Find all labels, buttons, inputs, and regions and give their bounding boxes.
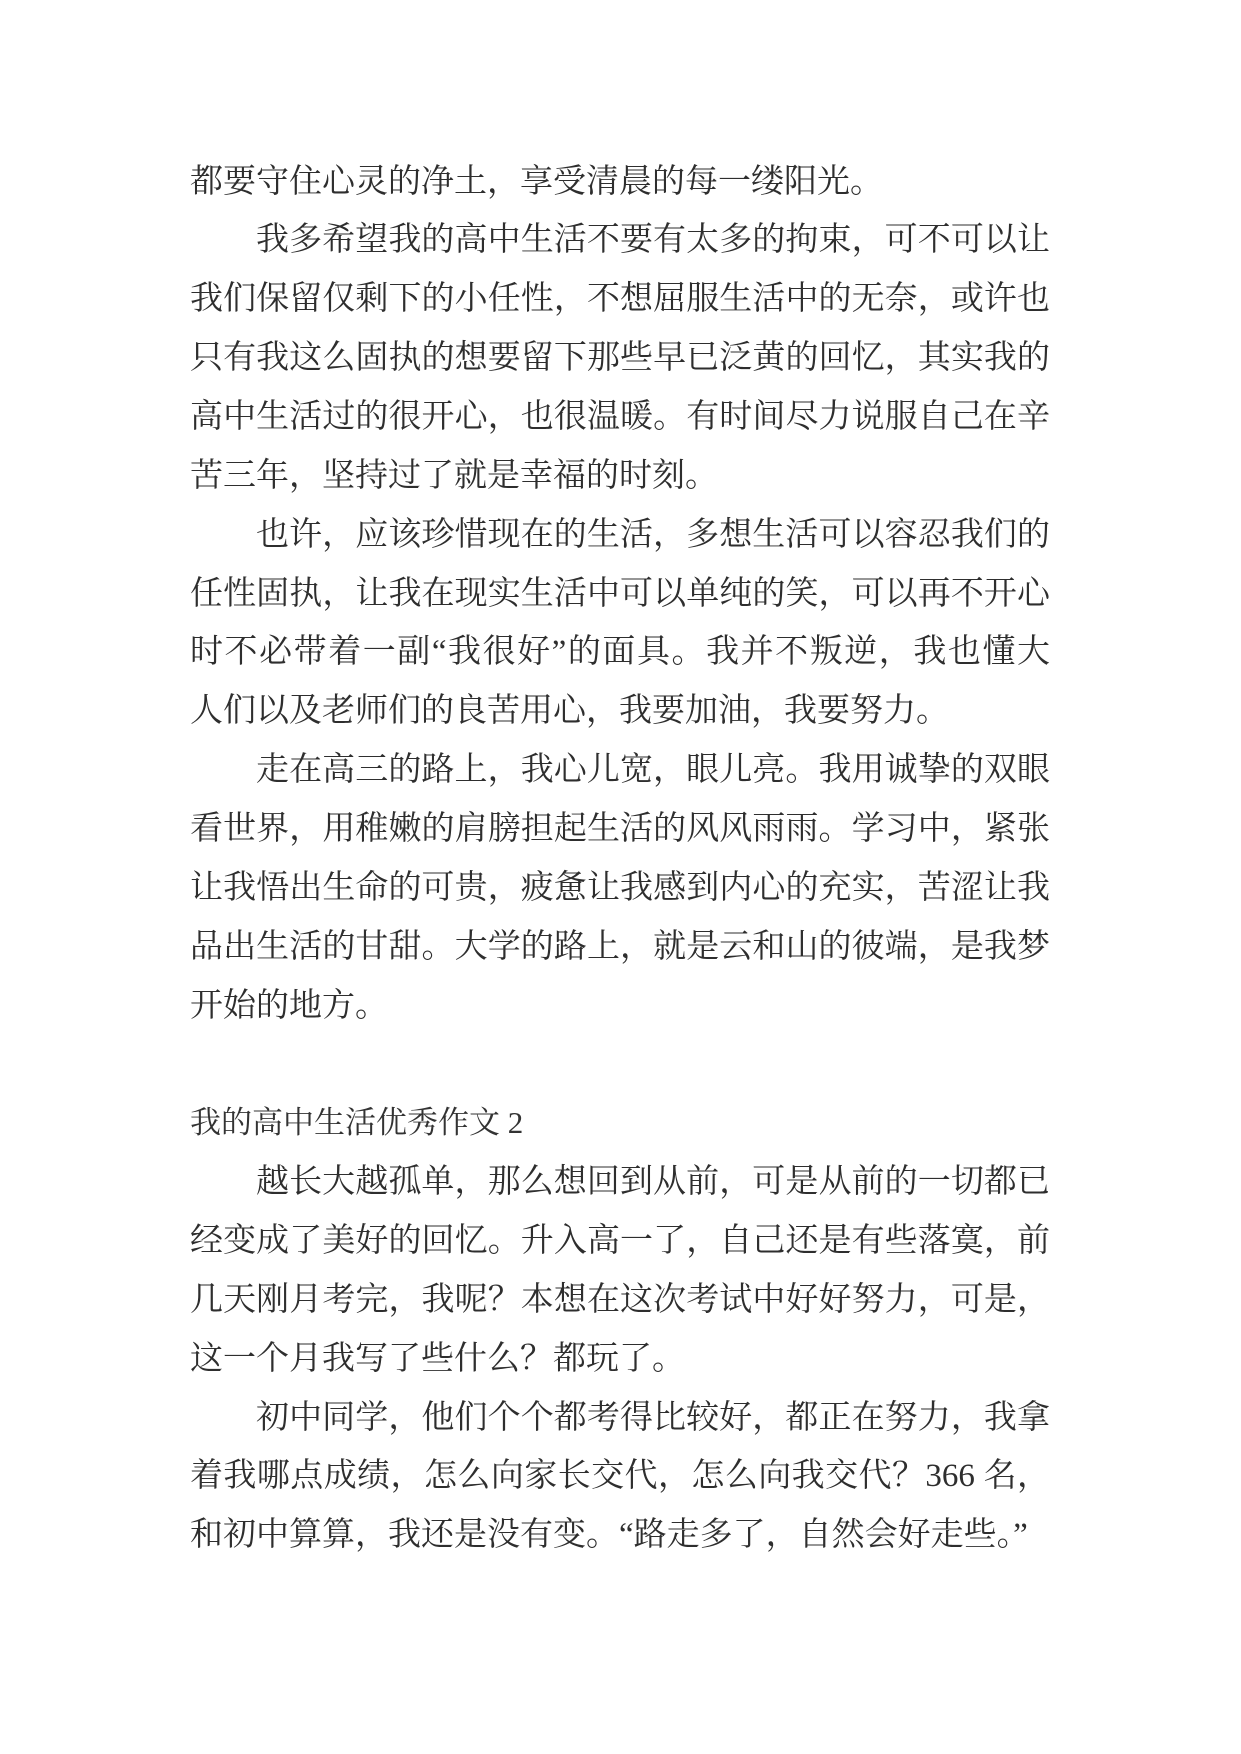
text-line: 着我哪点成绩，怎么向家长交代，怎么向我交代？366 名， xyxy=(190,1458,1050,1495)
text-line: 开始的地方。 xyxy=(190,987,388,1024)
paragraph xyxy=(190,153,1060,212)
text-line: 苦三年，坚持过了就是幸福的时刻。 xyxy=(190,457,718,494)
paragraph xyxy=(190,1153,1060,1388)
text-line: 也许，应该珍惜现在的生活，多想生活可以容忍我们的 xyxy=(256,516,1050,553)
text-line: 只有我这么固执的想要留下那些早已泛黄的回忆，其实我的 xyxy=(190,340,1050,377)
text-line: 初中同学，他们个个都考得比较好，都正在努力，我拿 xyxy=(256,1399,1050,1436)
text-line: 时不必带着一副“我很好”的面具。我并不叛逆，我也懂大 xyxy=(190,634,1050,671)
text-line: 我们保留仅剩下的小任性，不想屈服生活中的无奈，或许也 xyxy=(190,281,1050,318)
text-line: 看世界，用稚嫩的肩膀担起生活的风风雨雨。学习中，紧张 xyxy=(190,810,1050,847)
text-line: 高中生活过的很开心，也很温暖。有时间尽力说服自己在辛 xyxy=(190,398,1050,435)
paragraph xyxy=(190,741,1060,1035)
text-line: 让我悟出生命的可贵，疲惫让我感到内心的充实，苦涩让我 xyxy=(190,869,1050,906)
document-body xyxy=(190,153,1060,1566)
paragraph xyxy=(190,211,1060,505)
text-line: 品出生活的甘甜。大学的路上，就是云和山的彼端，是我梦 xyxy=(190,928,1050,965)
paragraph xyxy=(190,506,1060,741)
text-line: 这一个月我写了些什么？都玩了。 xyxy=(190,1340,685,1377)
text-line: 走在高三的路上，我心儿宽，眼儿亮。我用诚挚的双眼 xyxy=(256,752,1050,789)
text-line: 我多希望我的高中生活不要有太多的拘束，可不可以让 xyxy=(256,222,1050,259)
paragraph xyxy=(190,1389,1060,1566)
section-title: 我的高中生活优秀作文 2 xyxy=(190,1105,524,1141)
text-line: 都要守住心灵的净土，享受清晨的每一缕阳光。 xyxy=(190,163,883,200)
text-line: 任性固执，让我在现实生活中可以单纯的笑，可以再不开心 xyxy=(190,575,1050,612)
blank-line xyxy=(190,1035,1060,1094)
text-line: 人们以及老师们的良苦用心，我要加油，我要努力。 xyxy=(190,693,949,730)
text-line: 几天刚月考完，我呢？本想在这次考试中好好努力，可是， xyxy=(190,1281,1050,1318)
text-line: 经变成了美好的回忆。升入高一了，自己还是有些落寞，前 xyxy=(190,1222,1050,1259)
text-line: 和初中算算，我还是没有变。“路走多了，自然会好走些。” xyxy=(190,1517,1028,1554)
text-line: 越长大越孤单，那么想回到从前，可是从前的一切都已 xyxy=(256,1164,1050,1201)
